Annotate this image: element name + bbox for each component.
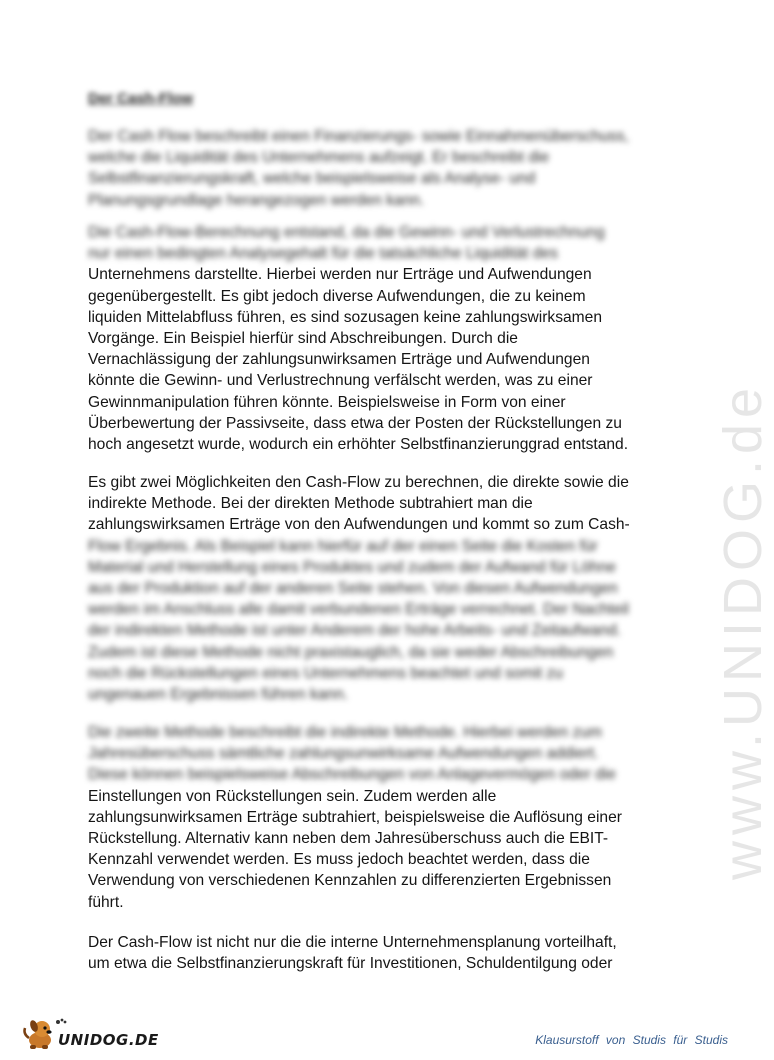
- text-line: noch die Rückstellungen eines Unternehmens beachtet und somit zu: [88, 664, 564, 682]
- text-line: Einstellungen von Rückstellungen sein. Zudem werden alle: [88, 787, 497, 805]
- text-line: Diese können beispielsweise Abschreibungen von Anlagevermögen oder die: [88, 766, 616, 784]
- document-heading: Der Cash-Flow: [88, 90, 194, 107]
- paragraph-1: [88, 126, 678, 211]
- text-line: Gewinnmanipulation führen könnte. Beispielsweise in Form von einer: [88, 393, 566, 411]
- text-line: ungenauen Ergebnissen führen kann.: [88, 686, 349, 704]
- paragraph-4: [88, 722, 678, 913]
- text-line: führt.: [88, 893, 124, 911]
- text-line: hoch angesetzt wurde, wodurch ein erhöhter Selbstfinanzierunggrad entstand.: [88, 436, 629, 454]
- text-line: Der Cash Flow beschreibt einen Finanzierungs- sowie Einnahmenüberschuss,: [88, 128, 629, 145]
- text-line: zahlungswirksamen Erträge von den Aufwendungen und kommt so zum Cash-: [88, 516, 630, 534]
- logo-text: UNIDOG.DE: [58, 1031, 159, 1049]
- text-line: Die zweite Methode beschreibt die indirekte Methode. Hierbei werden zum: [88, 724, 602, 741]
- text-line: der indirekten Methode ist unter Anderem der hohe Arbeits- und Zeitaufwand.: [88, 622, 622, 640]
- watermark-text: www.UNIDOG.de: [713, 381, 773, 880]
- text-line: Vernachlässigung der zahlungsunwirksamen Erträge und Aufwendungen: [88, 351, 590, 369]
- text-line: zahlungsunwirksamen Erträge subtrahiert, beispielsweise die Auflösung einer: [88, 808, 622, 826]
- text-line: Unternehmens darstellte. Hierbei werden nur Erträge und Aufwendungen: [88, 266, 592, 284]
- text-line: Flow Ergebnis. Als Beispiel kann hierfür auf der einen Seite die Kosten für: [88, 537, 598, 555]
- text-line: werden im Anschluss alle damit verbundenen Erträge verrechnet. Der Nachteil: [88, 601, 629, 619]
- paragraph-3: [88, 472, 678, 705]
- text-line: Vorgänge. Ein Beispiel hierfür sind Abschreibungen. Durch die: [88, 330, 518, 348]
- paragraph-5: [88, 932, 678, 974]
- text-line: Material und Herstellung eines Produktes und zudem der Aufwand für Löhne: [88, 558, 616, 576]
- text-line: Jahresüberschuss sämtliche zahlungsunwirksame Aufwendungen addiert.: [88, 745, 599, 763]
- text-line: welche die Liquidität des Unternehmens aufzeigt. Er beschreibt die: [88, 149, 550, 167]
- text-line: liquiden Mittelabfluss führen, es sind sozusagen keine zahlungswirksamen: [88, 308, 603, 326]
- text-line: Selbstfinanzierungskraft, welche beispielsweise als Analyse- und: [88, 170, 536, 188]
- footer-tagline: Klausurstoff von Studis für Studis: [535, 1033, 728, 1047]
- text-line: Rückstellung. Alternativ kann neben dem Jahresüberschuss auch die EBIT-: [88, 830, 609, 848]
- text-line: Der Cash-Flow ist nicht nur die die interne Unternehmensplanung vorteilhaft,: [88, 934, 617, 951]
- paragraph-2: [88, 222, 678, 455]
- text-line: Planungsgrundlage herangezogen werden kann.: [88, 191, 425, 209]
- text-line: könnte die Gewinn- und Verlustrechnung verfälscht werden, was zu einer: [88, 372, 593, 390]
- text-line: aus der Produktion auf der anderen Seite stehen. Von diesen Aufwendungen: [88, 580, 618, 598]
- text-line: Verwendung von verschiedenen Kennzahlen zu differenzierten Ergebnissen: [88, 872, 612, 890]
- text-line: Überbewertung der Passivseite, dass etwa der Posten der Rückstellungen zu: [88, 414, 622, 432]
- text-line: Die Cash-Flow-Berechnung entstand, da die Gewinn- und Verlustrechnung: [88, 224, 605, 241]
- text-line: Kennzahl verwendet werden. Es muss jedoch beachtet werden, dass die: [88, 851, 590, 869]
- text-line: indirekte Methode. Bei der direkten Methode subtrahiert man die: [88, 495, 533, 513]
- text-line: Es gibt zwei Möglichkeiten den Cash-Flow zu berechnen, die direkte sowie die: [88, 474, 629, 491]
- text-line: um etwa die Selbstfinanzierungskraft für Investitionen, Schuldentilgung oder: [88, 955, 613, 973]
- text-line: gegenübergestellt. Es gibt jedoch diverse Aufwendungen, die zu keinem: [88, 287, 586, 305]
- text-line: Zudem ist diese Methode nicht praxistauglich, da sie weder Abschreibungen: [88, 643, 614, 661]
- text-line: nur einen bedingten Analysegehalt für die tatsächliche Liquidität des: [88, 245, 558, 263]
